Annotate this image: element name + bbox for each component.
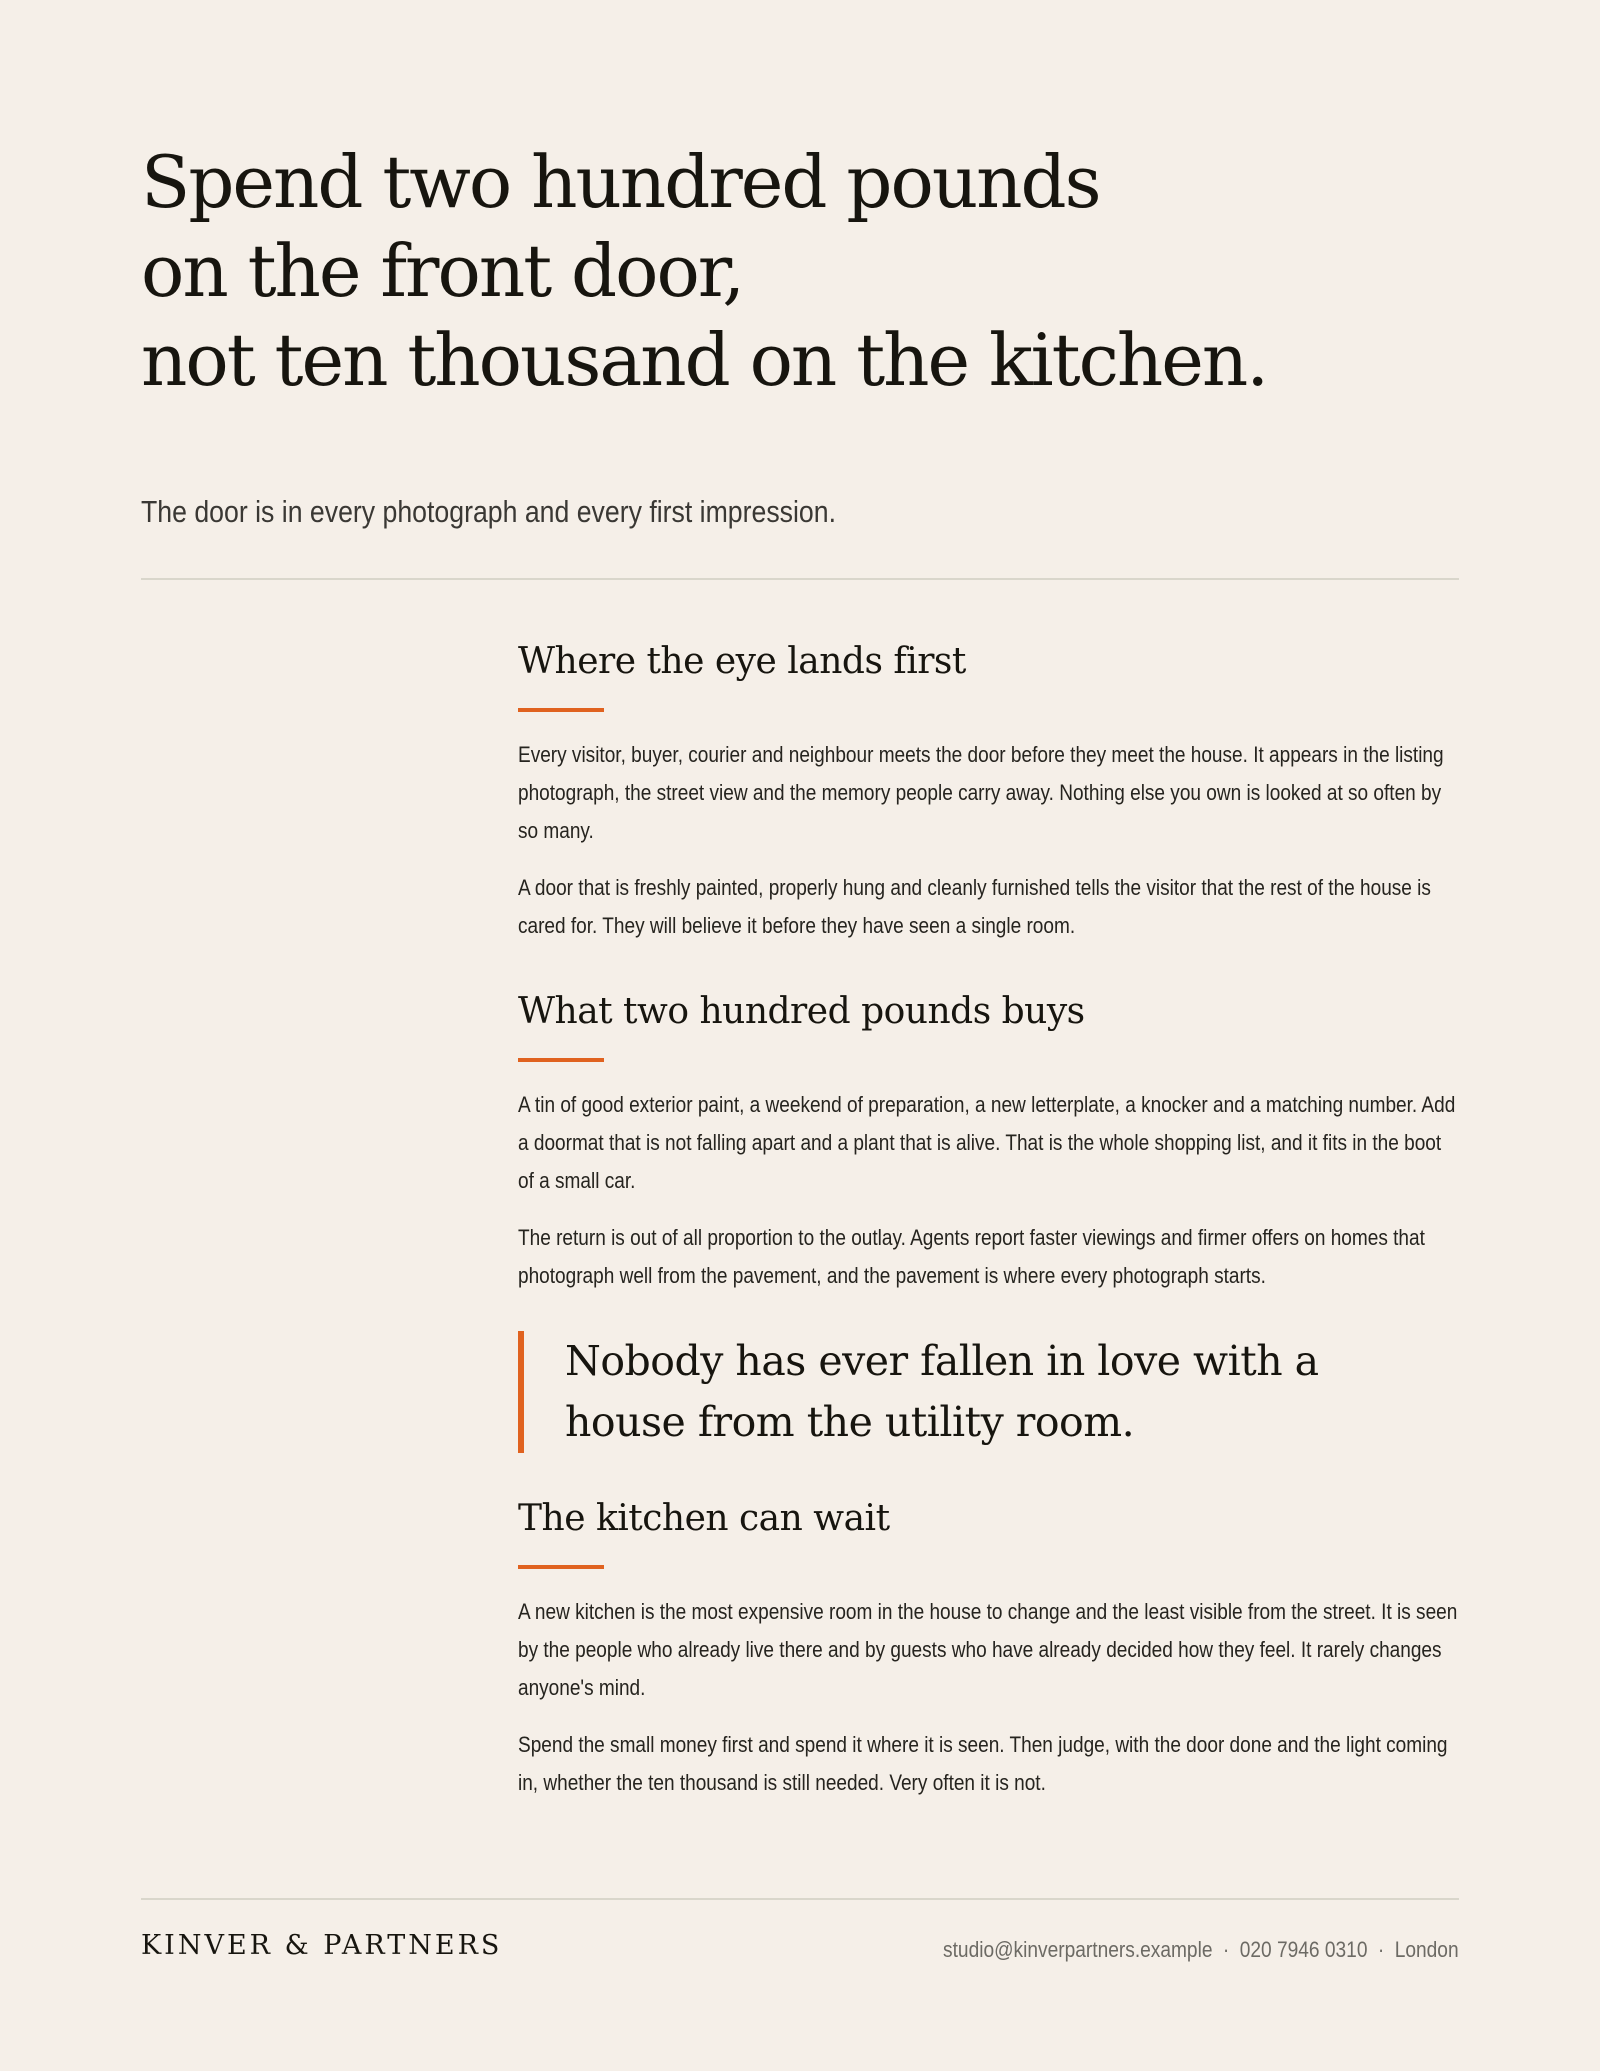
accent-bar [518, 1058, 604, 1062]
article-page [141, 0, 1459, 2071]
divider [141, 578, 1459, 580]
section-heading: Where the eye lands first [518, 641, 966, 682]
separator: · [1378, 1937, 1385, 1962]
footer-divider [141, 1898, 1459, 1900]
headline-line: Spend two hundred pounds [141, 140, 1100, 224]
section-heading: The kitchen can wait [518, 1498, 890, 1539]
contact-city: London [1395, 1937, 1459, 1962]
paragraph: A tin of good exterior paint, a weekend of preparation, a new letterplate, a knocker and a matching number. Add a doormat that is not falling apart and a plant that is alive. That is the whole shopping list, and it fits in the boot of a small car. [518, 1092, 1456, 1193]
headline [141, 138, 1267, 405]
paragraph: Every visitor, buyer, courier and neighbour meets the door before they meet the house. It appears in the listing photograph, the street view and the memory people carry away. Nothing else you own is looked at so often by so many. [518, 742, 1444, 843]
paragraph: A door that is freshly painted, properly hung and cleanly furnished tells the visitor that the rest of the house is cared for. They will believe it before they have seen a single room. [518, 875, 1431, 938]
section-where-the-eye-lands-first [518, 636, 1459, 945]
section-what-two-hundred-pounds-buys [518, 986, 1459, 1295]
contact-email[interactable]: studio@kinverpartners.example [943, 1937, 1213, 1962]
paragraph: A new kitchen is the most expensive room in the house to change and the least visible from the street. It is seen by the people who already live there and by guests who have already decided how they feel. It rarely changes anyone's mind. [518, 1599, 1458, 1700]
article-body [518, 636, 1459, 1836]
headline-line: not ten thousand on the kitchen. [141, 318, 1268, 402]
headline-line: on the front door, [141, 229, 744, 313]
contact-phone[interactable]: 020 7946 0310 [1240, 1937, 1368, 1962]
paragraph: Spend the small money first and spend it where it is seen. Then judge, with the door done and the light coming in, whether the ten thousand is still needed. Very often it is not. [518, 1732, 1448, 1795]
section-heading: What two hundred pounds buys [518, 991, 1085, 1032]
brand-wordmark: KINVER & PARTNERS [141, 1930, 503, 1961]
pull-quote: Nobody has ever fallen in love with a house from the utility room. [518, 1331, 1425, 1453]
paragraph: The return is out of all proportion to the outlay. Agents report faster viewings and firmer offers on homes that photograph well from the pavement, and the pavement is where every photograph starts. [518, 1225, 1425, 1288]
separator: · [1223, 1937, 1230, 1962]
accent-bar [518, 1565, 604, 1569]
accent-bar [518, 708, 604, 712]
subtitle: The door is in every photograph and every first impression. [141, 494, 836, 529]
footer-contact [943, 1934, 1459, 1966]
section-the-kitchen-can-wait [518, 1493, 1459, 1802]
